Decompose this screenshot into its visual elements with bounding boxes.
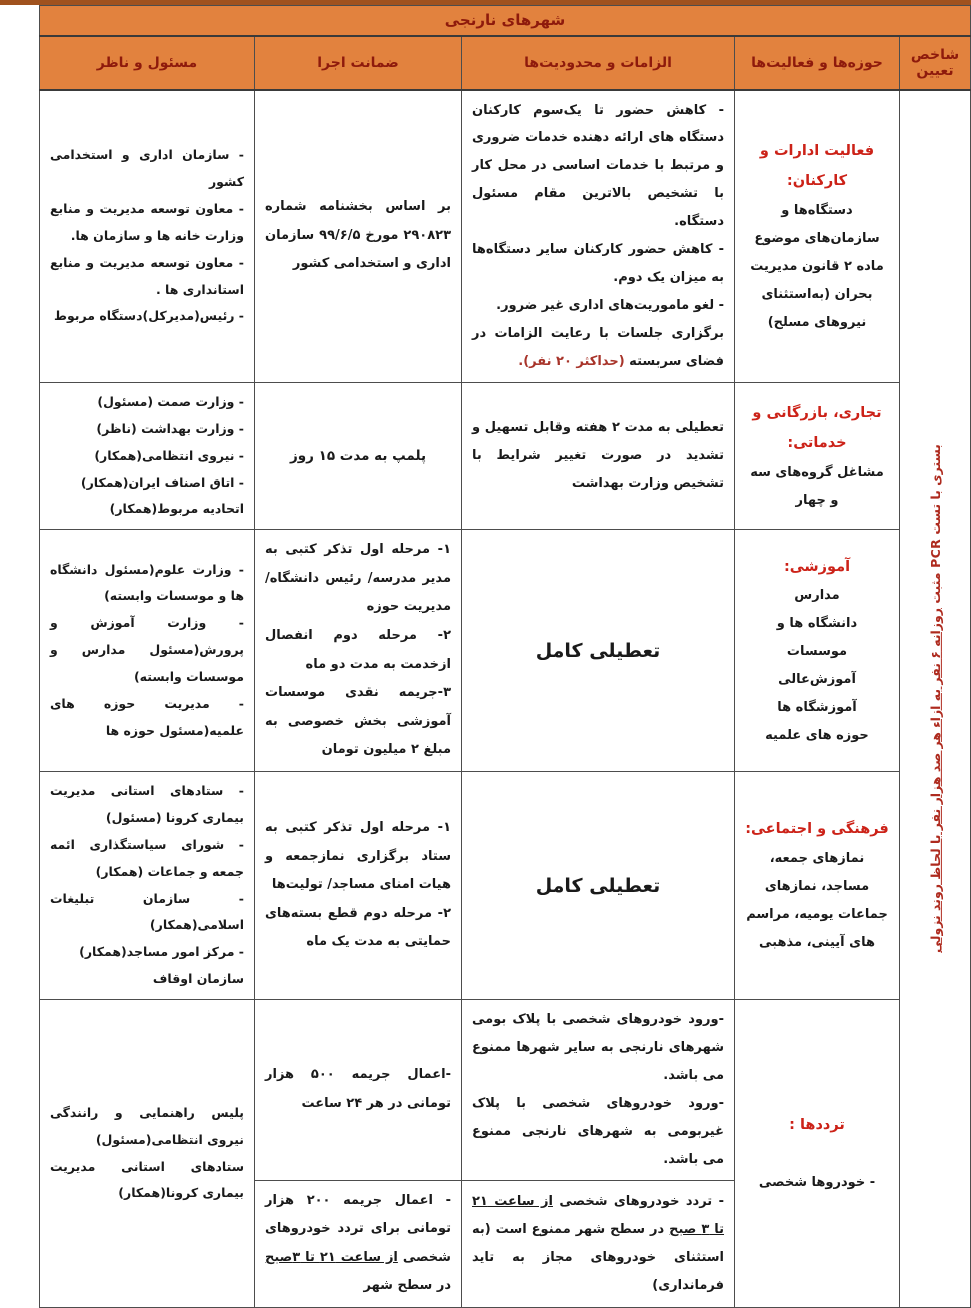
responsible-cell-cultural (39, 772, 254, 1000)
table-title: شهرهای نارنجی (39, 6, 970, 36)
responsible-cell-business (39, 382, 254, 529)
responsible-cell-travel (39, 1000, 254, 1308)
column-header-enforcement: ضمانت اجرا (255, 36, 462, 90)
domain-title: فرهنگی و اجتماعی: (745, 821, 889, 838)
requirement-item: -ورود خودروهای شخصی با پلاک بومی شهرهای نارنجی به سایر شهرها ممنوع می باشد. (472, 1012, 724, 1083)
enforcement-step: ۳-جریمه نقدی موسسات آموزشی بخش خصوصی به مبلغ ۲ میلیون تومان (265, 685, 451, 758)
responsible-item: - وزارت آموزش و پرورش(مسئول مدارس و موسسات وابسته) (49, 615, 244, 685)
requirement-item: - لغو ماموریت‌های اداری غیر ضرور. (496, 298, 724, 314)
requirement-item: - کاهش حضور کارکنان سایر دستگاه‌ها به میزان یک دوم. (472, 242, 724, 286)
enforcement-cell-offices (255, 90, 462, 383)
requirement-item: تعطیلی به مدت ۲ هفته وقابل تسهیل و تشدید در صورت تغییر شرایط با تشخیص وزارت بهداشت (472, 420, 724, 492)
domain-title: تجاری، بازرگانی و خدماتی: (752, 404, 882, 452)
requirement-item: -ورود خودروهای شخصی با پلاک غیربومی به شهرهای نارنجی ممنوع می باشد. (472, 1095, 724, 1167)
enforcement-cell-travel-lower (255, 1180, 462, 1307)
responsible-cell-offices (39, 90, 254, 383)
header-row (39, 36, 970, 90)
responsible-item: - سازمان اداری و استخدامی کشور (49, 147, 244, 189)
domain-title: فعالیت ادارات و کارکنان: (759, 142, 875, 190)
full-closure-label: تعطیلی کامل (535, 874, 661, 897)
responsible-item: - رئیس(مدیرکل)دستگاه مربوط (53, 308, 244, 324)
requirements-cell-education (462, 530, 735, 772)
requirement-item: - کاهش حضور تا یک‌سوم کارکنان دستگاه های ارائه دهنده خدمات ضروری و مرتبط با خدمات اساسی در محل کار با تشخیص بالاترین مقام مسئول دستگاه. (472, 102, 724, 230)
domain-subtitle: مشاغل گروه‌های سه و چهار (750, 464, 884, 508)
domain-subtitle: نمازهای جمعه، مساجد، نمازهای جماعات یومیه، مراسم های آیینی، مذهبی (746, 850, 888, 950)
domain-cell-education (735, 530, 900, 772)
domain-subtitle-line: آموزشگاه ها (777, 699, 857, 715)
requirements-cell-travel-lower (462, 1180, 735, 1307)
responsible-item: - مرکز امور مساجد(همکار) (79, 944, 244, 960)
domain-subtitle: دستگاه‌ها و سازمان‌های موضوع ماده ۲ قانون مدیریت بحران (به‌استثنای نیروهای مسلح) (750, 202, 884, 330)
column-header-indicator: شاخص تعیین (900, 36, 971, 90)
orange-cities-restrictions-table (39, 5, 971, 1308)
responsible-item: - مدیریت حوزه های علمیه(مسئول حوزه ها (49, 695, 244, 738)
domain-title: ترددها : (789, 1117, 845, 1134)
row-business (39, 382, 970, 529)
row-cultural (39, 772, 970, 1000)
domain-cell-travel (735, 1000, 900, 1308)
row-travel-upper (39, 1000, 970, 1181)
curfew-hours-underlined: از ساعت ۲۱ تا ۳صبح (265, 1249, 398, 1265)
responsible-item: - معاون توسعه مدیریت و منابع وزارت خانه ها و سازمان ها. (49, 200, 244, 243)
enforcement-text: -اعمال جریمه ۵۰۰ هزار تومانی در هر ۲۴ ساعت (265, 1067, 451, 1111)
responsible-item: ستادهای استانی مدیریت بیماری کرونا(همکار) (49, 1158, 244, 1201)
requirements-cell-offices (462, 90, 735, 383)
row-education (39, 530, 970, 772)
enforcement-step: ۲- مرحله دوم انفصال ازخدمت به مدت دو ماه (265, 628, 451, 672)
requirements-cell-travel-upper (462, 1000, 735, 1181)
domain-cell-cultural (735, 772, 900, 1000)
responsible-item: سازمان اوقاف (152, 971, 244, 987)
column-header-requirements: الزامات و محدودیت‌ها (462, 36, 735, 90)
domain-cell-offices (735, 90, 900, 383)
max-people-note: (حداکثر ۲۰ نفر). (518, 353, 625, 369)
column-header-responsible: مسئول و ناظر (39, 36, 254, 90)
responsible-item: پلیس راهنمایی و رانندگی نیروی انتظامی(مسئول) (49, 1104, 244, 1147)
domain-cell-business (735, 382, 900, 529)
enforcement-text: - اعمال جریمه ۲۰۰ هزار تومانی برای تردد خودروهای شخصی از ساعت ۲۱ تا ۳صبح در سطح شهر (265, 1192, 451, 1294)
domain-title: آموزشی: (783, 558, 851, 575)
full-closure-label: تعطیلی کامل (535, 639, 661, 662)
enforcement-step: ۲- مرحله دوم قطع بسته‌های حمایتی به مدت یک ماه (265, 905, 451, 950)
responsible-item: - شورای سیاستگذاری ائمه جمعه و جماعات (همکار) (49, 836, 244, 879)
responsible-item: - وزارت صمت (مسئول) (97, 393, 244, 409)
responsible-item: - وزارت علوم(مسئول دانشگاه ها و موسسات وابسته) (49, 561, 244, 604)
requirements-cell-cultural (462, 772, 735, 1000)
domain-subtitle-line: دانشگاه ها و موسسات (776, 615, 858, 659)
enforcement-step: ۱- مرحله اول تذکر کتبی به مدیر مدرسه/ رئیس دانشگاه/ مدیریت حوزه (265, 542, 451, 615)
column-header-domains: حوزه‌ها و فعالیت‌ها (735, 36, 900, 90)
responsible-item: - نیروی انتظامی(همکار) (94, 447, 244, 463)
curfew-hours-underlined: از ساعت ۲۱ تا ۳ صبح (472, 1193, 725, 1237)
indicator-cell (900, 90, 971, 1308)
enforcement-cell-cultural (255, 772, 462, 1000)
indicator-underlined: روزانه ۶ نفر به ازاء هر صد هزار نفر با لحاظ روند نزولی (927, 608, 943, 954)
enforcement-step: ۱- مرحله اول تذکر کتبی به ستاد برگزاری نمازجمعه و هیات امنای مساجد/ تولیت‌ها (265, 820, 451, 893)
indicator-plain: بستری با تست PCR مثبت (927, 444, 943, 609)
requirement-item: برگزاری جلسات با رعایت الزامات در فضای سربسته (حداکثر ۲۰ نفر). (472, 326, 724, 369)
requirements-cell-business (462, 382, 735, 529)
responsible-item: - وزارت بهداشت (ناظر) (96, 420, 244, 436)
row-offices (39, 90, 970, 383)
domain-subtitle-line: مدارس (794, 588, 840, 604)
enforcement-text: بر اساس بخشنامه شماره ۲۹۰۸۲۳ مورخ ۹۹/۶/۵ سازمان اداری و استخدامی کشور (265, 199, 451, 272)
enforcement-cell-education (255, 530, 462, 772)
enforcement-cell-business (255, 382, 462, 529)
responsible-item: - سازمان تبلیغات اسلامی(همکار) (49, 890, 244, 933)
responsible-item: - اتاق اصناف ایران(همکار) (80, 474, 244, 490)
enforcement-text: پلمپ به مدت ۱۵ روز (289, 448, 427, 465)
responsible-item: اتحادیه مربوط(همکار) (109, 501, 244, 517)
responsible-item: - ستادهای استانی مدیریت بیماری کرونا (مسئول) (49, 783, 244, 825)
vertical-indicator-text (900, 91, 970, 1308)
domain-subtitle: - خودروها شخصی (758, 1174, 876, 1190)
enforcement-cell-travel-upper (255, 1000, 462, 1181)
domain-subtitle-line: آموزش‌عالی (778, 671, 856, 687)
responsible-item: - معاون توسعه مدیریت و منابع استانداری ها . (49, 254, 244, 297)
domain-subtitle-line: حوزه های علمیه (765, 727, 869, 743)
requirement-item: - تردد خودروهای شخصی از ساعت ۲۱ تا ۳ صبح در سطح شهر ممنوع است (به استثنای خودروهای مجاز به تاید فرمانداری) (472, 1193, 725, 1293)
banner-row (39, 6, 970, 36)
responsible-cell-education (39, 530, 254, 772)
